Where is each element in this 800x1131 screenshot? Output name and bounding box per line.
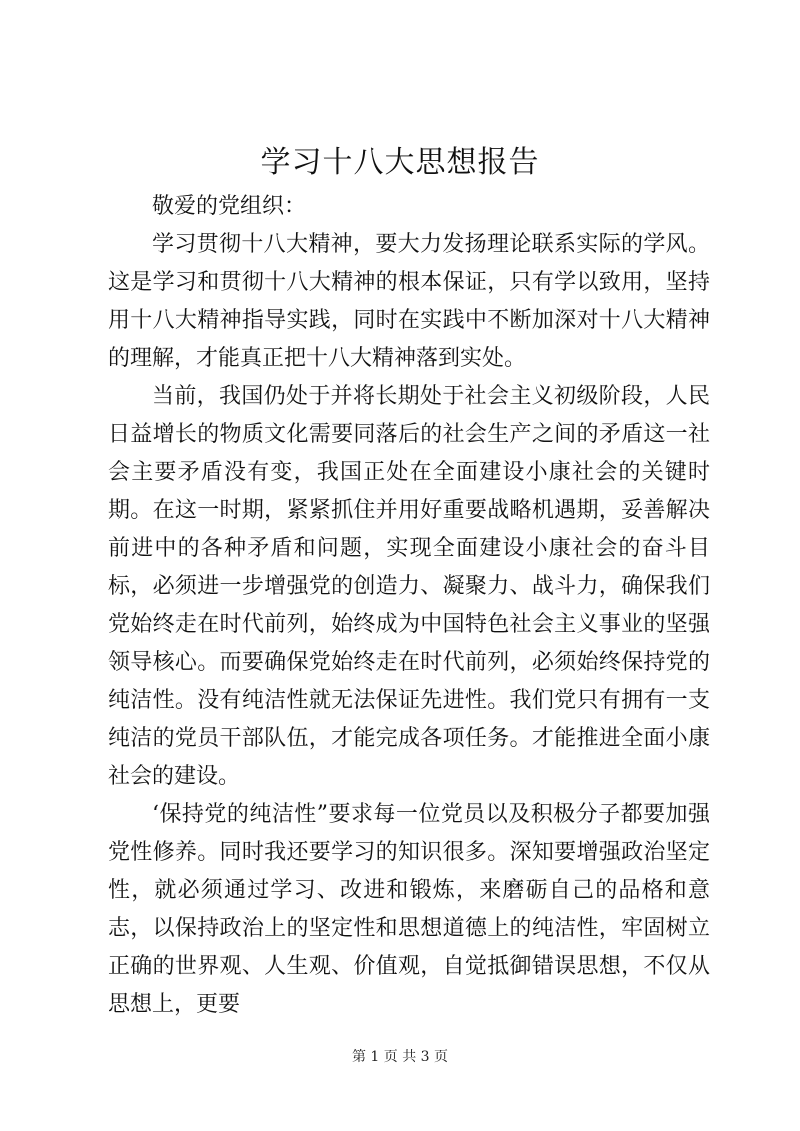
document-title: 学习十八大思想报告 [260, 145, 540, 180]
page-number-footer: 第 1 页 共 3 页 [351, 1049, 449, 1065]
salutation: 敬爱的党组织： [152, 194, 307, 219]
paragraph-2: 当前，我国仍处于并将长期处于社会主义初级阶段，人民日益增长的物质文化需要同落后的社会生产之间的矛盾这一社会主要矛盾没有变，我国正处在全面建设小康社会的关键时期。在这一时期，紧紧抓住并用好重要战略机遇期，妥善解决前进中的各种矛盾和问题，实现全面建设小康社会的奋斗目标，必须进一步增强党的创造力、凝聚力、战斗力，确保我们党始终走在时代前列，始终成为中国特色社会主义事业的坚强领导核心。而要确保党始终走在时代前列，必须始终保持党的纯洁性。没有纯洁性就无法保证先进性。我们党只有拥有一支纯洁的党员干部队伍，才能完成各项任务。才能推进全面小康社会的建设。 [108, 384, 710, 789]
paragraph-3: ‘保持党的纯洁性”要求每一位党员以及积极分子都要加强党性修养。同时我还要学习的知识很多。深知要增强政治坚定性，就必须通过学习、改进和锻炼，来磨砺自己的品格和意志，以保持政治上的坚定性和思想道德上的纯洁性，牢固树立正确的世界观、人生观、价值观，自觉抵御错误思想，不仅从思想上，更要 [108, 802, 710, 1017]
paragraph-1: 学习贯彻十八大精神，要大力发扬理论联系实际的学风。这是学习和贯彻十八大精神的根本保证，只有学以致用，坚持用十八大精神指导实践，同时在实践中不断加深对十八大精神的理解，才能真正把十八大精神落到实处。 [108, 232, 710, 371]
document-body [108, 188, 710, 1024]
